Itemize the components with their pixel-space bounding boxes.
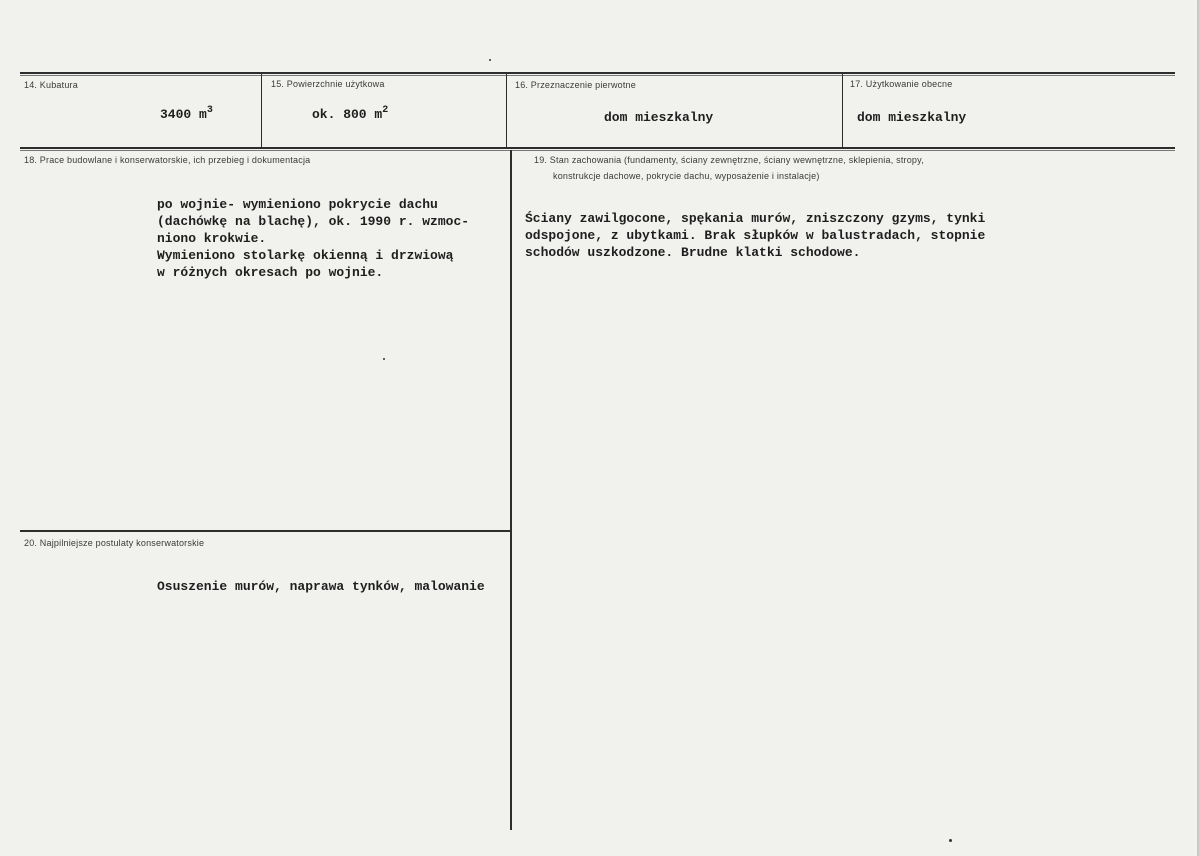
divider-15-16 [506, 74, 507, 148]
field-19-line: Ściany zawilgocone, spękania murów, zniszczony gzyms, tynki [525, 211, 986, 226]
field-16-label: 16. Przeznaczenie pierwotne [515, 80, 636, 90]
row1-bottom-rule [20, 147, 1175, 149]
field-18-line: niono krokwie. [157, 231, 267, 246]
field-15-value: ok. 800 $m^2$ [312, 105, 389, 122]
field-20-value: Osuszenie murów, naprawa tynków, malowanie [157, 579, 485, 594]
divider-14-15 [261, 74, 262, 148]
field-17-value: dom mieszkalny [857, 110, 967, 125]
field-15-label: 15. Powierzchnie użytkowa [271, 79, 385, 89]
scan-speck [383, 358, 385, 360]
field-14-value: 3400 $m^3$ [160, 105, 213, 122]
divider-16-17 [842, 74, 843, 148]
field-18-text [157, 196, 469, 281]
top-rule-thin [20, 75, 1175, 76]
scan-speck [949, 839, 952, 842]
rule-18-20 [20, 530, 510, 532]
field-16-value: dom mieszkalny [604, 110, 714, 125]
field-14-label: 14. Kubatura [24, 80, 78, 90]
field-18-line: (dachówkę na blachę), ok. 1990 r. wzmoc- [157, 214, 470, 229]
scan-speck [489, 59, 491, 61]
top-rule [20, 72, 1175, 74]
divider-left-right [510, 150, 512, 830]
field-19-label-line2: konstrukcje dachowe, pokrycie dachu, wyposażenie i instalacje) [553, 171, 820, 181]
field-20-label: 20. Najpilniejsze postulaty konserwatorskie [24, 538, 205, 548]
field-18-line: Wymieniono stolarkę okienną i drzwiową [157, 248, 454, 263]
field-18-line: w różnych okresach po wojnie. [157, 265, 384, 280]
field-17-label: 17. Użytkowanie obecne [850, 79, 953, 89]
field-18-line: po wojnie- wymieniono pokrycie dachu [157, 197, 438, 212]
field-19-label-line1: 19. Stan zachowania (fundamenty, ściany zewnętrzne, ściany wewnętrzne, sklepienia, stropy, [534, 155, 924, 165]
field-19-line: odspojone, z ubytkami. Brak słupków w balustradach, stopnie [525, 228, 986, 243]
field-18-label: 18. Prace budowlane i konserwatorskie, ich przebieg i dokumentacja [24, 155, 311, 165]
field-19-text [525, 210, 985, 261]
row1-bottom-rule-thin [20, 150, 1175, 151]
field-19-line: schodów uszkodzone. Brudne klatki schodowe. [525, 245, 861, 260]
